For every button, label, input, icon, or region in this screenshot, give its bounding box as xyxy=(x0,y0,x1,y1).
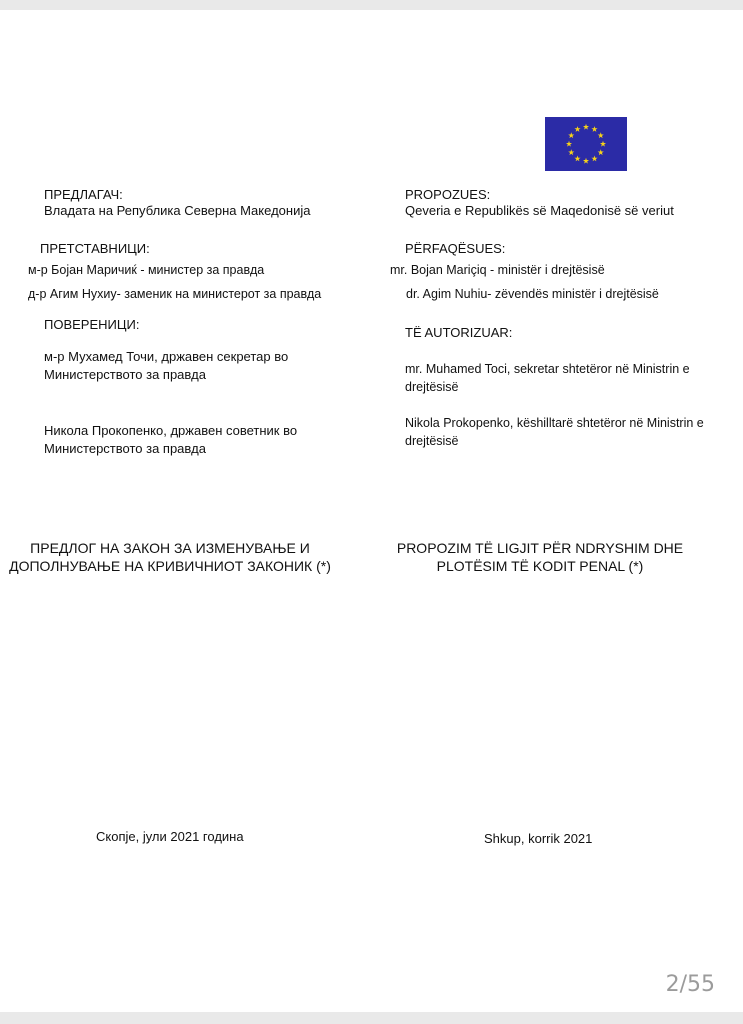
eu-star xyxy=(591,156,597,162)
eu-star xyxy=(568,132,574,138)
mk-representative-2: д-р Агим Нухиу- заменик на министерот за правда xyxy=(28,287,322,301)
mk-commissioner-2: Никола Прокопенко, државен советник во Министерството за правда xyxy=(44,423,298,456)
mk-law-title: ПРЕДЛОГ НА ЗАКОН ЗА ИЗМЕНУВАЊЕ И ДОПОЛНУВАЊЕ НА КРИВИЧНИОТ ЗАКОНИК (*) xyxy=(9,540,331,574)
document-page xyxy=(0,10,743,1012)
mk-place-date: Скопје, јули 2021 година xyxy=(96,829,244,844)
eu-stars-icon xyxy=(545,117,627,171)
eu-star xyxy=(591,126,597,132)
sq-representative-1: mr. Bojan Mariçiq - ministër i drejtësisë xyxy=(390,263,605,277)
sq-representatives-heading: PËRFAQËSUES: xyxy=(405,241,506,256)
mk-commissioner-1: м-р Мухамед Точи, државен секретар во Министерството за правда xyxy=(44,349,289,382)
sq-proposer: Qeveria e Republikës së Maqedonisë së veriut xyxy=(405,203,674,218)
sq-proposer-heading: PROPOZUES: xyxy=(405,187,491,202)
eu-star xyxy=(583,158,589,164)
mk-proposer-heading: ПРЕДЛАГАЧ: xyxy=(44,187,123,202)
eu-star xyxy=(568,149,574,155)
mk-representatives-heading: ПРЕТСТАВНИЦИ: xyxy=(40,241,150,256)
sq-law-title: PROPOZIM TË LIGJIT PËR NDRYSHIM DHE PLOTËSIM TË KODIT PENAL (*) xyxy=(396,540,684,574)
eu-star xyxy=(598,132,604,138)
sq-authorized-heading: TË AUTORIZUAR: xyxy=(405,325,513,340)
eu-star xyxy=(574,156,580,162)
page-indicator: 2/55 xyxy=(665,972,715,997)
eu-star xyxy=(574,126,580,132)
eu-star xyxy=(583,124,589,130)
sq-place-date: Shkup, korrik 2021 xyxy=(484,831,593,846)
sq-authorized-2: Nikola Prokopenko, këshilltarë shtetëror në Ministrin e drejtësisë xyxy=(405,416,704,448)
eu-star xyxy=(598,149,604,155)
mk-representative-1: м-р Бојан Маричиќ - министер за правда xyxy=(28,263,265,277)
eu-star xyxy=(566,141,572,147)
mk-commissioners-heading: ПОВЕРЕНИЦИ: xyxy=(44,317,140,332)
eu-star xyxy=(600,141,606,147)
eu-flag-logo xyxy=(545,117,627,171)
mk-proposer: Владата на Република Северна Македонија xyxy=(44,203,311,218)
sq-representative-2: dr. Agim Nuhiu- zëvendës ministër i drejtësisë xyxy=(406,287,659,301)
sq-authorized-1: mr. Muhamed Toci, sekretar shtetëror në Ministrin e drejtësisë xyxy=(405,362,690,394)
